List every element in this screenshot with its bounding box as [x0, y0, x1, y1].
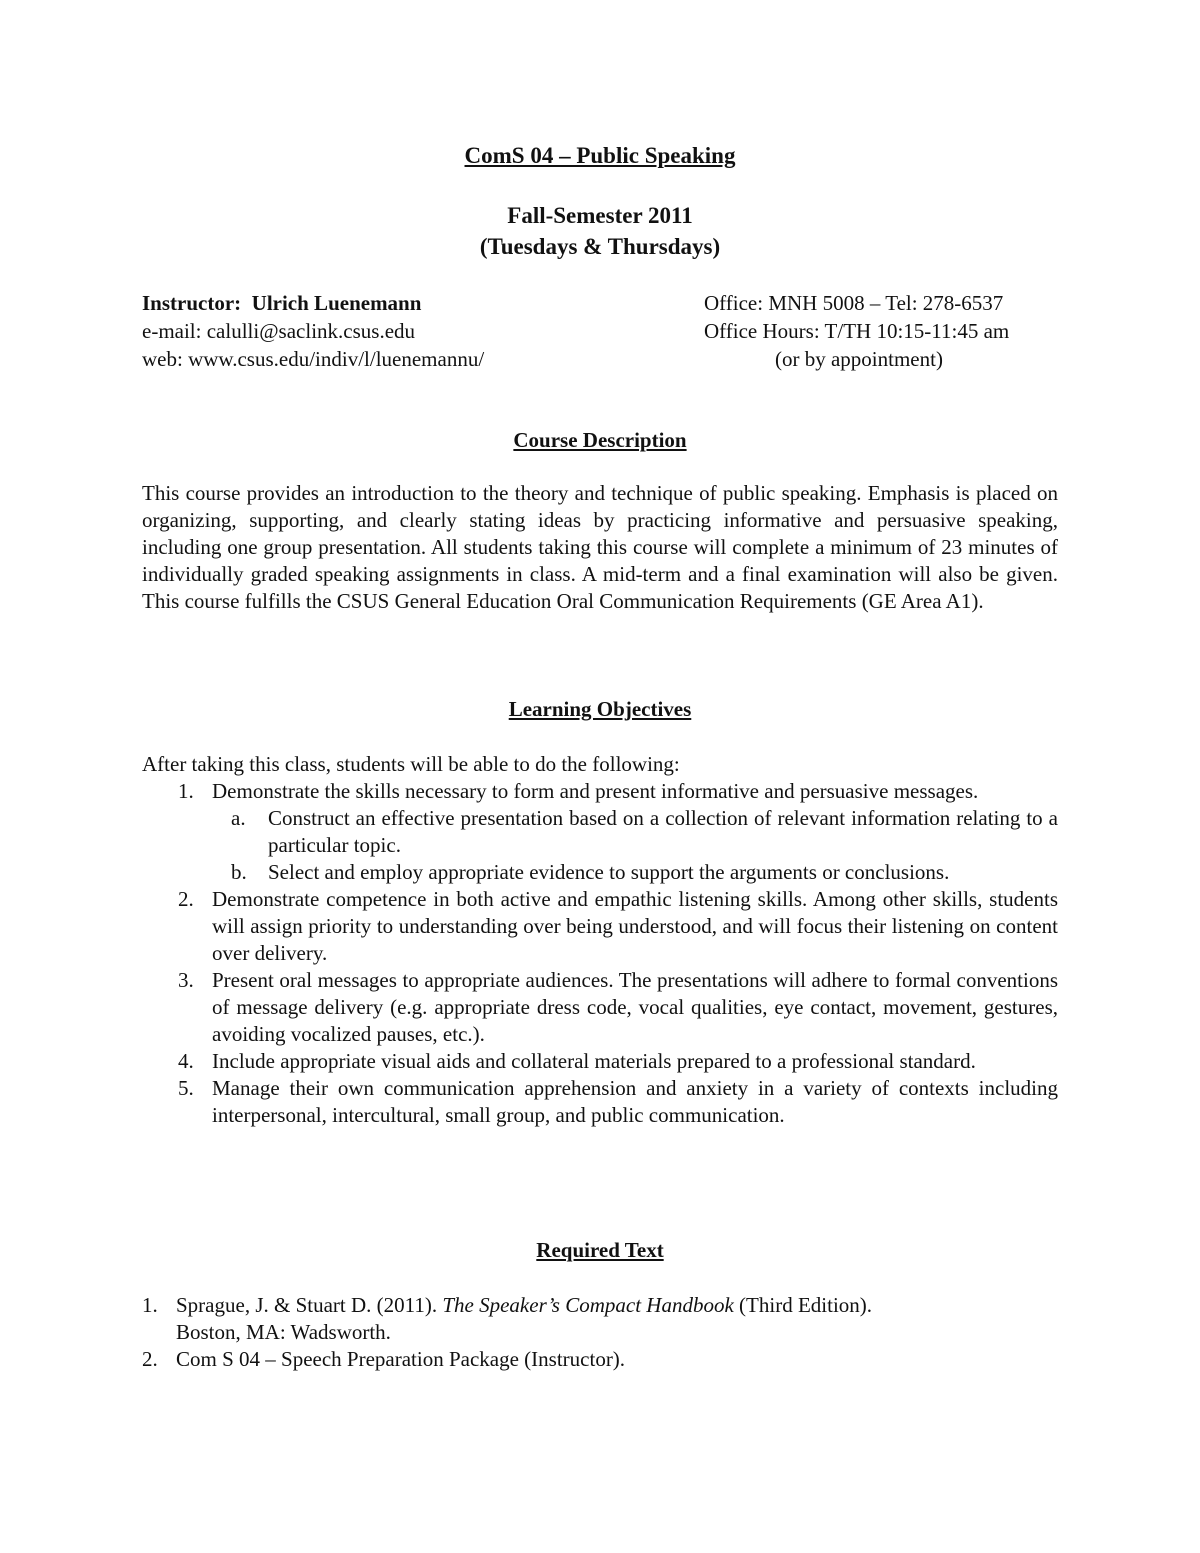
- instructor-name: Ulrich Luenemann: [251, 291, 422, 315]
- instructor-line: [142, 289, 421, 317]
- objective-item: [142, 1048, 1058, 1075]
- objective-number: 4.: [178, 1049, 194, 1073]
- course-description-text: This course provides an introduction to the theory and technique of public speaking. Emphasis is placed on organizing, supporting, and clearly stating ideas by practicing informative and persuasive speaking, including one group presentation. All students taking this course will complete a minimum of 23 minutes of individually graded speaking assignments in class. A mid-term and a final examination will also be given. This course fulfills the CSUS General Education Oral Communication Requirements (GE Area A1).: [142, 481, 1058, 613]
- objective-number: 2.: [178, 887, 194, 911]
- objective-item: [142, 778, 1058, 805]
- objectives-intro: After taking this class, students will be able to do the following:: [142, 752, 680, 776]
- objective-text: Demonstrate the skills necessary to form and present informative and persuasive messages.: [212, 779, 979, 803]
- objective-text: Include appropriate visual aids and collateral materials prepared to a professional standard.: [212, 1049, 976, 1073]
- objectives-list: [142, 778, 1058, 1129]
- required-text-heading: Required Text: [536, 1238, 664, 1262]
- subitem-letter: a.: [231, 806, 246, 830]
- reference-text: [176, 1292, 1058, 1346]
- office: Office: MNH 5008 – Tel: 278-6537: [704, 291, 1004, 315]
- reference-authors: Sprague, J. & Stuart D. (2011).: [176, 1293, 443, 1317]
- web-link[interactable]: web: www.csus.edu/indiv/l/luenemannu/: [142, 347, 485, 371]
- objective-item: [142, 967, 1058, 1048]
- course-title: ComS 04 – Public Speaking: [464, 143, 736, 168]
- objective-text: Present oral messages to appropriate audiences. The presentations will adhere to formal conventions of message delivery (e.g. appropriate dress code, vocal qualities, eye contact, movement, gestures, avoiding vocalized pauses, etc.).: [212, 968, 1058, 1046]
- reference-item: [142, 1292, 1058, 1346]
- reference-item: [142, 1346, 1058, 1373]
- objective-subitem: [142, 859, 1058, 886]
- email-row: [142, 317, 1058, 345]
- appointment-note: (or by appointment): [775, 347, 943, 371]
- objective-item: [142, 1075, 1058, 1129]
- meeting-days: (Tuesdays & Thursdays): [479, 234, 721, 259]
- objective-number: 5.: [178, 1076, 194, 1100]
- objective-subitem: [142, 805, 1058, 859]
- subitem-text: Select and employ appropriate evidence to support the arguments or conclusions.: [268, 860, 950, 884]
- objective-number: 3.: [178, 968, 194, 992]
- objective-text: Demonstrate competence in both active and empathic listening skills. Among other skills, students will assign priority to understanding over being understood, and will focus their listening on content over delivery.: [212, 887, 1058, 965]
- book-title: The Speaker’s Compact Handbook: [442, 1293, 734, 1317]
- semester: Fall-Semester 2011: [507, 203, 693, 228]
- instructor-row: [142, 289, 1058, 317]
- objective-text: Manage their own communication apprehension and anxiety in a variety of contexts including interpersonal, intercultural, small group, and public communication.: [212, 1076, 1058, 1127]
- course-description-heading: Course Description: [513, 428, 687, 452]
- web-row: [142, 345, 1058, 373]
- reference-text: Com S 04 – Speech Preparation Package (Instructor).: [176, 1347, 626, 1371]
- reference-number: 1.: [142, 1293, 158, 1317]
- learning-objectives-heading: Learning Objectives: [508, 697, 692, 721]
- reference-edition: (Third Edition).: [733, 1293, 873, 1317]
- email[interactable]: e-mail: calulli@saclink.csus.edu: [142, 319, 416, 343]
- reference-publisher: Boston, MA: Wadsworth.: [176, 1320, 391, 1344]
- office-hours: Office Hours: T/TH 10:15-11:45 am: [704, 319, 1010, 343]
- subitem-letter: b.: [231, 860, 247, 884]
- objective-item: [142, 886, 1058, 967]
- instructor-label: Instructor:: [142, 291, 242, 315]
- reference-number: 2.: [142, 1347, 158, 1371]
- objective-number: 1.: [178, 779, 194, 803]
- subitem-text: Construct an effective presentation based on a collection of relevant information relating to a particular topic.: [268, 806, 1058, 857]
- required-text-list: [142, 1292, 1058, 1373]
